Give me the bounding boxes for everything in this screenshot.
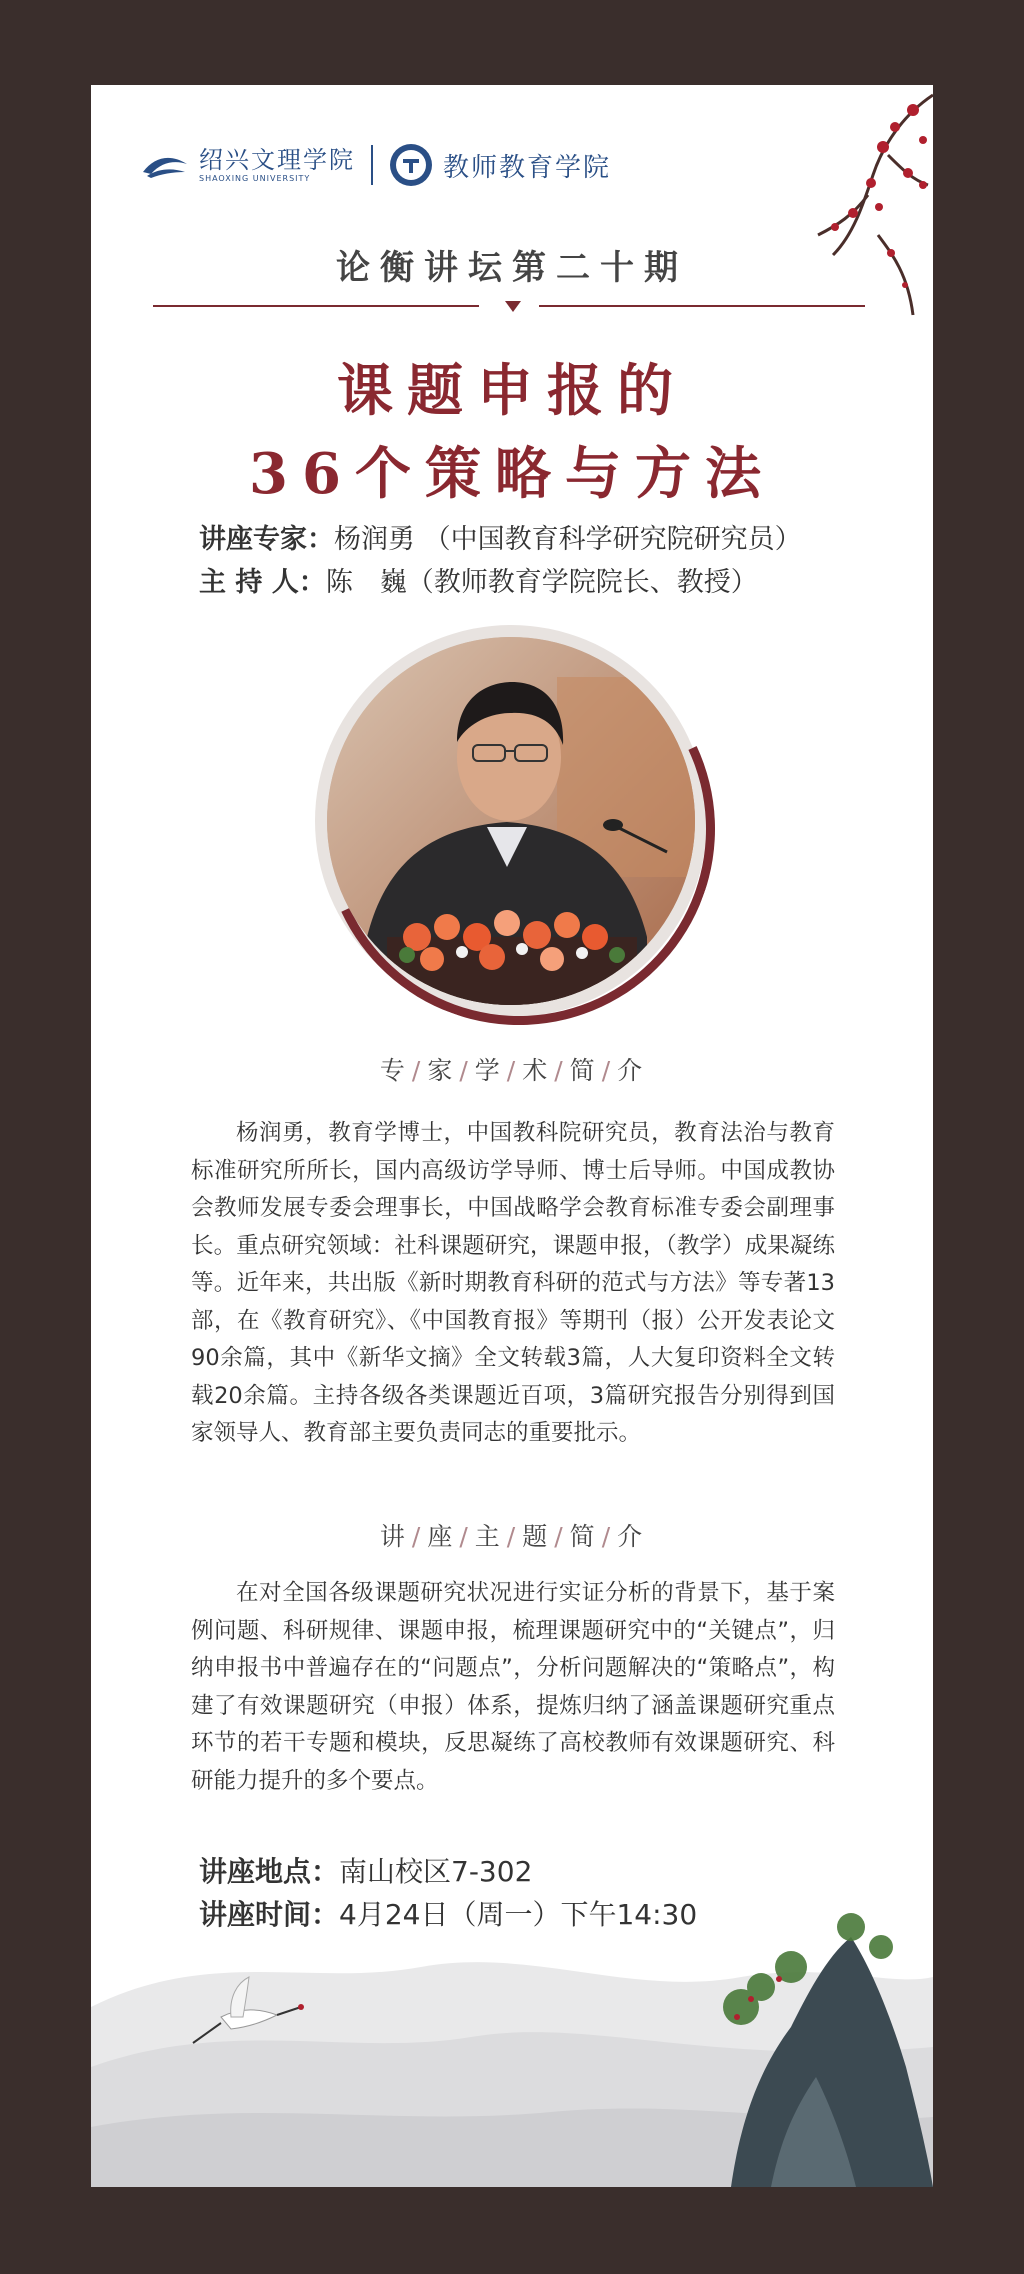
heading-char: 主 (474, 1522, 502, 1551)
university-logo-icon (141, 150, 189, 180)
heading-char: 简 (569, 1522, 597, 1551)
host-value: 陈 巍（教师教育学院院长、教授） (325, 567, 758, 598)
lecture-title-line2: 36个策略与方法 (249, 441, 775, 507)
heading-char: 介 (617, 1056, 645, 1085)
heading-char: 家 (427, 1056, 455, 1085)
heading-char: 术 (522, 1056, 550, 1085)
poster (91, 85, 933, 2187)
venue-line (199, 1850, 532, 1890)
venue-value: 南山校区7-302 (339, 1855, 533, 1888)
series-title: 论衡讲坛第二十期 (336, 248, 688, 288)
divider-left (153, 305, 479, 307)
speaker-value: 杨润勇 （中国教育科学研究院研究员） (334, 524, 802, 555)
school-name: 教师教育学院 (443, 152, 612, 183)
speaker-portrait (327, 637, 695, 1005)
heading-char: 专 (379, 1056, 407, 1085)
time-line (199, 1893, 697, 1933)
bio-paragraph: 杨润勇，教育学博士，中国教科院研究员，教育法治与教育标准研究所所长，国内高级访学导师、博士后导师。中国成教协会教师发展专委会理事长，中国战略学会教育标准专委会副理事长。重点研究领域：社科课题研究，课题申报，（教学）成果凝练等。近年来，共出版《新时期教育科研的范式与方法》等专著13部，在《教育研究》、《中国教育报》等期刊（报）公开发表论文90余篇，其中《新华文摘》全文转载3篇，人大复印资料全文转载20余篇。主持各级各类课题近百项，3篇研究报告分别得到国家领导人、教育部主要负责同志的重要批示。 (191, 1120, 835, 1446)
university-name (199, 145, 355, 183)
topic-paragraph: 在对全国各级课题研究状况进行实证分析的背景下，基于案例问题、科研规律、课题申报，梳理课题研究中的“关键点”，归纳申报书中普遍存在的“问题点”，分析问题解决的“策略点”，构建了有效课题研究（申报）体系，提炼归纳了涵盖课题研究重点环节的若干专题和模块，反思凝练了高校教师有效课题研究、科研能力提升的多个要点。 (191, 1580, 835, 1794)
heading-char: 简 (569, 1056, 597, 1085)
heading-char: 题 (522, 1522, 550, 1551)
bio-heading: 专 / 家 / 学 / 术 / 简 / 介 (379, 1056, 645, 1085)
logo-bar (141, 143, 611, 187)
university-name-en: SHAOXING UNIVERSITY (199, 173, 311, 183)
host-line (199, 560, 758, 599)
heading-char: 介 (617, 1522, 645, 1551)
host-label: 主 持 人： (199, 567, 326, 598)
time-label: 讲座时间： (199, 1898, 340, 1931)
university-name-cn: 绍兴文理学院 (199, 145, 355, 174)
heading-char: 座 (427, 1522, 455, 1551)
venue-label: 讲座地点： (199, 1855, 340, 1888)
lecture-title-line1: 课题申报的 (337, 358, 687, 424)
speaker-label: 讲座专家： (199, 524, 334, 555)
logo-divider (371, 145, 373, 185)
divider-right (539, 305, 865, 307)
time-value: 4月24日（周一）下午14:30 (339, 1898, 698, 1931)
heading-char: 学 (474, 1056, 502, 1085)
school-emblem-icon (389, 143, 433, 187)
divider-arrow (505, 301, 521, 312)
heading-char: 讲 (379, 1522, 407, 1551)
speaker-line (199, 517, 802, 556)
topic-heading: 讲 / 座 / 主 / 题 / 简 / 介 (379, 1522, 645, 1551)
